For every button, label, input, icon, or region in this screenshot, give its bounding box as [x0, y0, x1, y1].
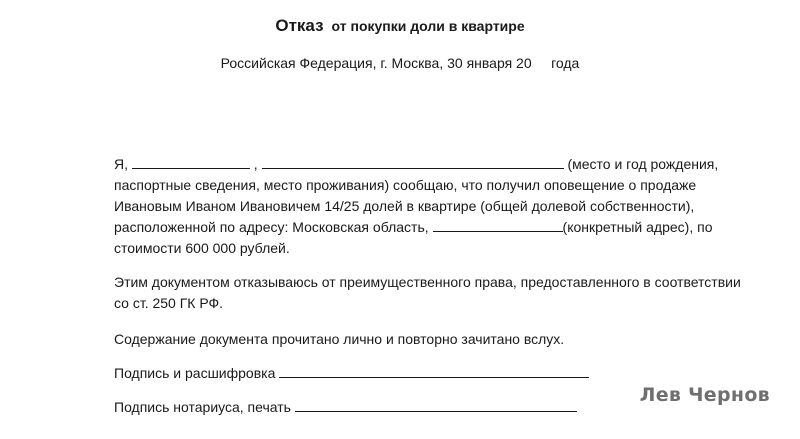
- blank-name-field: [132, 155, 250, 169]
- paragraph-statement: [114, 154, 754, 259]
- notary-signature-label: Подпись нотариуса, печать: [114, 399, 295, 415]
- statement-intro: Я,: [114, 156, 132, 172]
- paragraph-refusal: Этим документом отказываюсь от преимущественного права, предоставленного в соответствии со ст. 250 ГК РФ.: [114, 274, 741, 311]
- statement-body: (место и год рождения, паспортные сведения, место проживания) сообщаю, что получил оповещение о продаже Ивановым Иваном Ивановичем 14/25 долей в квартире (общей долевой собственности), расположенной по адресу: Московская область,: [114, 156, 719, 235]
- paragraph-read-aloud: Содержание документа прочитано лично и повторно зачитано вслух.: [114, 331, 565, 347]
- document-title: [0, 16, 800, 36]
- blank-details-field: [262, 155, 564, 169]
- blank-notary-field: [295, 398, 577, 412]
- signature-label: Подпись и расшифровка: [114, 365, 280, 381]
- place-date-line: Российская Федерация, г. Москва, 30 января 20 года: [220, 55, 580, 71]
- statement-comma: ,: [249, 156, 262, 172]
- statement-tail: (конкретный адрес), по стоимости 600 000 рублей.: [114, 219, 713, 256]
- title-sub: от покупки доли в квартире: [331, 18, 525, 34]
- blank-address-field: [433, 218, 563, 232]
- author-watermark: Лев Чернов: [639, 384, 770, 406]
- title-main: Отказ: [275, 16, 324, 35]
- blank-signature-field: [279, 364, 589, 378]
- signature-line: [114, 363, 754, 384]
